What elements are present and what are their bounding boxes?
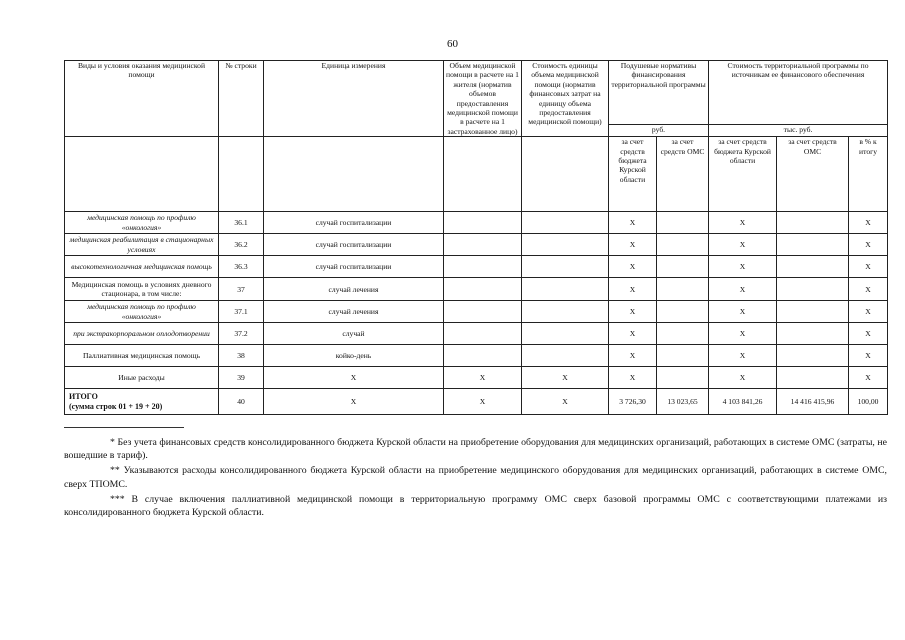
row-unit-cost: [522, 323, 609, 345]
table-row: [65, 234, 888, 256]
row-unit-cost: [522, 212, 609, 234]
row-tc-oms: [777, 345, 849, 367]
row-tc-oms: [777, 256, 849, 278]
footnote-1: * Без учета финансовых средств консолидированного бюджета Курской области на приобретение оборудования для медицинских организаций, работающих в системе ОМС (затраты, не вошедшие в тариф).: [64, 437, 887, 462]
row-kind: медицинская помощь по профилю «онкология»: [65, 301, 219, 323]
total-unit: X: [264, 389, 444, 415]
row-unit-cost: [522, 345, 609, 367]
total-pc-budget: 3 726,30: [609, 389, 657, 415]
header-cost-percent: в % к итогу: [849, 137, 888, 212]
header-row-number: № строки: [219, 61, 264, 137]
row-unit: случай: [264, 323, 444, 345]
row-volume: [444, 234, 522, 256]
row-volume: [444, 345, 522, 367]
row-tc-oms: [777, 234, 849, 256]
table-row: [65, 367, 888, 389]
row-pc-oms: [657, 212, 709, 234]
row-kind: Иные расходы: [65, 367, 219, 389]
row-kind: высокотехнологичная медицинская помощь: [65, 256, 219, 278]
row-pc-budget: X: [609, 323, 657, 345]
header-program-cost: Стоимость территориальной программы по источникам ее финансового обеспечения: [709, 61, 888, 125]
row-kind: Медицинская помощь в условиях дневного стационара, в том числе:: [65, 278, 219, 301]
row-pc-oms: [657, 301, 709, 323]
row-tc-oms: [777, 367, 849, 389]
header-cost-oms: за счет средств ОМС: [777, 137, 849, 212]
financing-table: [64, 60, 888, 415]
footnote-2: ** Указываются расходы консолидированного бюджета Курской области на приобретение медицинского оборудования для медицинских организаций, работающих в системе ОМС, сверх ТПОМС.: [64, 465, 887, 490]
row-unit-cost: [522, 301, 609, 323]
row-unit: X: [264, 367, 444, 389]
table-row: [65, 278, 888, 301]
row-pc-budget: X: [609, 234, 657, 256]
table-body: [65, 212, 888, 415]
row-pc-oms: [657, 256, 709, 278]
total-label: [65, 389, 219, 415]
row-tc-percent: X: [849, 367, 888, 389]
row-tc-budget: X: [709, 278, 777, 301]
row-tc-percent: X: [849, 323, 888, 345]
row-number: 37: [219, 278, 264, 301]
row-volume: [444, 278, 522, 301]
total-tc-oms: 14 416 415,96: [777, 389, 849, 415]
row-unit: случай лечения: [264, 278, 444, 301]
row-pc-oms: [657, 367, 709, 389]
header-kind: Виды и условия оказания медицинской помощи: [65, 61, 219, 137]
row-unit: случай лечения: [264, 301, 444, 323]
total-label-line2: (сумма строк 01 + 19 + 20): [69, 401, 163, 411]
row-tc-oms: [777, 323, 849, 345]
table-row: [65, 256, 888, 278]
header-per-capita: Подушевые нормативы финансирования территориальной программы: [609, 61, 709, 125]
row-tc-oms: [777, 278, 849, 301]
row-tc-budget: X: [709, 367, 777, 389]
footnote-3: *** В случае включения паллиативной медицинской помощи в территориальную программу ОМС сверх базовой программы ОМС с соответствующими платежами из консолидированного бюджета Курской области.: [64, 493, 887, 519]
header-per-capita-oms: за счет средств ОМС: [657, 137, 709, 212]
row-unit-cost: X: [522, 367, 609, 389]
row-number: 36.3: [219, 256, 264, 278]
row-tc-oms: [777, 212, 849, 234]
row-tc-percent: X: [849, 301, 888, 323]
row-volume: X: [444, 367, 522, 389]
row-tc-budget: X: [709, 345, 777, 367]
row-pc-budget: X: [609, 256, 657, 278]
row-tc-percent: X: [849, 234, 888, 256]
row-volume: [444, 301, 522, 323]
header-cost-budget: за счет средств бюджета Курской области: [709, 137, 777, 212]
row-kind: при экстракорпоральном оплодотворении: [65, 323, 219, 345]
row-number: 37.2: [219, 323, 264, 345]
header-volume: Объем медицинской помощи в расчете на 1 жителя (норматив объемов предоставления медицинской помощи в расчете на 1 застрахованное лицо): [444, 61, 522, 137]
header-per-capita-budget: за счет средств бюджета Курской области: [609, 137, 657, 212]
row-number: 37.1: [219, 301, 264, 323]
row-pc-oms: [657, 323, 709, 345]
row-pc-oms: [657, 345, 709, 367]
row-tc-oms: [777, 301, 849, 323]
row-number: 39: [219, 367, 264, 389]
total-tc-percent: 100,00: [849, 389, 888, 415]
row-kind: Паллиативная медицинская помощь: [65, 345, 219, 367]
footnotes: [64, 436, 887, 521]
total-unit-cost: X: [522, 389, 609, 415]
header-unit-cost-cont: [522, 137, 609, 212]
total-row-number: 40: [219, 389, 264, 415]
header-volume-cont: [444, 137, 522, 212]
row-tc-percent: X: [849, 256, 888, 278]
row-unit: случай госпитализации: [264, 234, 444, 256]
header-unit-thousand-rub: тыс. руб.: [709, 125, 888, 137]
table-row: [65, 301, 888, 323]
total-volume: X: [444, 389, 522, 415]
row-tc-percent: X: [849, 345, 888, 367]
row-pc-budget: X: [609, 278, 657, 301]
row-tc-budget: X: [709, 301, 777, 323]
total-tc-budget: 4 103 841,26: [709, 389, 777, 415]
total-label-line1: ИТОГО: [69, 392, 98, 402]
row-unit-cost: [522, 256, 609, 278]
header-kind-cont: [65, 137, 219, 212]
table-row: [65, 323, 888, 345]
footnote-divider: [64, 427, 184, 428]
page-number: 60: [447, 38, 458, 50]
row-pc-budget: X: [609, 367, 657, 389]
row-pc-budget: X: [609, 212, 657, 234]
row-unit-cost: [522, 234, 609, 256]
row-unit: случай госпитализации: [264, 212, 444, 234]
row-pc-budget: X: [609, 301, 657, 323]
header-unit-cost: Стоимость единицы объема медицинской помощи (норматив финансовых затрат на единицу объема предоставления медицинской помощи): [522, 61, 609, 137]
row-kind: медицинская помощь по профилю «онкология»: [65, 212, 219, 234]
total-row: [65, 389, 888, 415]
row-unit-cost: [522, 278, 609, 301]
row-tc-budget: X: [709, 234, 777, 256]
row-number: 36.2: [219, 234, 264, 256]
row-tc-budget: X: [709, 323, 777, 345]
row-volume: [444, 212, 522, 234]
row-unit: случай госпитализации: [264, 256, 444, 278]
row-tc-percent: X: [849, 278, 888, 301]
row-volume: [444, 323, 522, 345]
row-number: 36.1: [219, 212, 264, 234]
header-unit-rub: руб.: [609, 125, 709, 137]
table-row: [65, 345, 888, 367]
total-pc-oms: 13 023,65: [657, 389, 709, 415]
row-tc-percent: X: [849, 212, 888, 234]
row-pc-oms: [657, 278, 709, 301]
row-unit: койко-день: [264, 345, 444, 367]
row-pc-oms: [657, 234, 709, 256]
row-tc-budget: X: [709, 256, 777, 278]
row-tc-budget: X: [709, 212, 777, 234]
header-unit-cont: [264, 137, 444, 212]
row-kind: медицинская реабилитация в стационарных условиях: [65, 234, 219, 256]
header-row-number-cont: [219, 137, 264, 212]
table-row: [65, 212, 888, 234]
row-pc-budget: X: [609, 345, 657, 367]
table-header: [65, 61, 888, 212]
row-number: 38: [219, 345, 264, 367]
header-unit: Единица измерения: [264, 61, 444, 137]
row-volume: [444, 256, 522, 278]
